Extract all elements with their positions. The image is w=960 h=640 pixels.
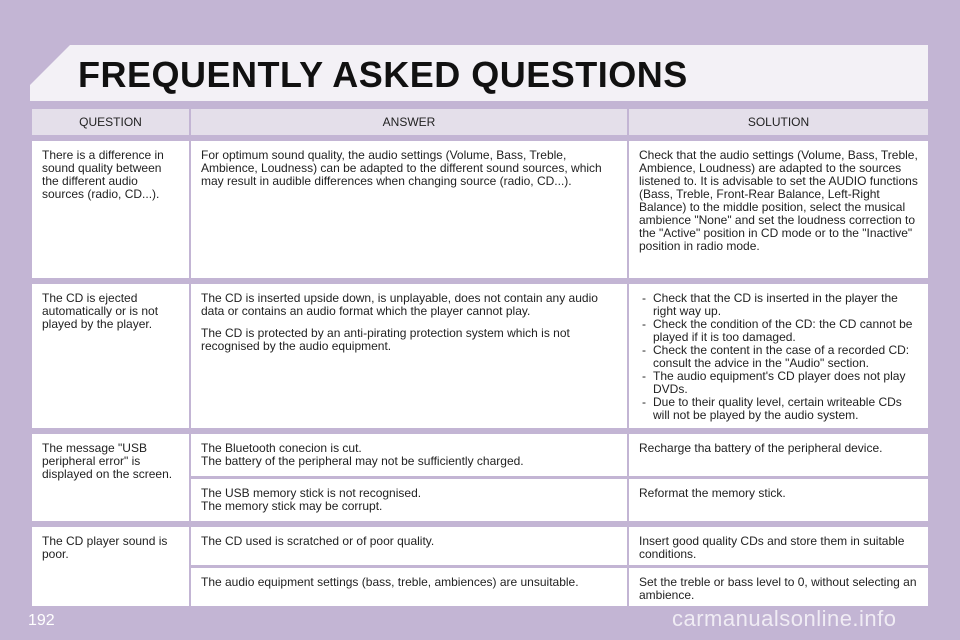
solution-cell [629, 284, 928, 428]
answer-cell [191, 141, 627, 278]
solution-list-item: - Check the content in the case of a recorded CD: consult the advice in the "Audio" section. [639, 344, 918, 370]
answer-text: The CD is inserted upside down, is unplayable, does not contain any audio data or contains an audio format which the player cannot play. [201, 291, 598, 318]
solution-cell [629, 568, 928, 606]
question-text: The CD is ejected automatically or is not played by the player. [42, 291, 159, 331]
page-number: 192 [28, 612, 55, 629]
answer-cell [191, 434, 627, 476]
solution-text: Recharge tha battery of the peripheral device. [639, 441, 883, 455]
question-cell [32, 527, 189, 606]
answer-text: The Bluetooth conecion is cut. [201, 441, 362, 455]
solution-list-item: - Check the condition of the CD: the CD cannot be played if it is too damaged. [639, 318, 918, 344]
answer-text: For optimum sound quality, the audio settings (Volume, Bass, Treble, Ambience, Loudness) can be adapted to the different sound sources, which may result in audible differences when changing source (radio, CD...). [201, 148, 602, 188]
solution-cell [629, 141, 928, 278]
solution-list-item: - Due to their quality level, certain writeable CDs will not be played by the audio system. [639, 396, 918, 422]
answer-text: The USB memory stick is not recognised. [201, 486, 422, 500]
column-header-solution: SOLUTION [629, 109, 928, 135]
column-header-question: QUESTION [32, 109, 189, 135]
solution-text: Check that the audio settings (Volume, Bass, Treble, Ambience, Loudness) are adapted to the sources listened to. It is advisable to set the AUDIO functions (Bass, Treble, Front-Rear Balance, Left-Right Balance) to the middle position, select the musical ambience "None" and set the loudness correction to the "Active" position in CD mode or to the "Inactive" position in radio mode. [639, 148, 918, 253]
answer-cell [191, 284, 627, 428]
answer-text: The memory stick may be corrupt. [201, 499, 383, 513]
answer-cell [191, 568, 627, 606]
solution-list-item: - Check that the CD is inserted in the player the right way up. [639, 292, 918, 318]
answer-text: The battery of the peripheral may not be sufficiently charged. [201, 454, 524, 468]
page-title: FREQUENTLY ASKED QUESTIONS [78, 54, 688, 95]
answer-text: The audio equipment settings (bass, treble, ambiences) are unsuitable. [201, 575, 579, 589]
question-cell [32, 434, 189, 521]
answer-text: The CD is protected by an anti-pirating protection system which is not recognised by the audio equipment. [201, 326, 570, 353]
solution-cell [629, 527, 928, 565]
solution-list-item: - The audio equipment's CD player does not play DVDs. [639, 370, 918, 396]
answer-text: The CD used is scratched or of poor quality. [201, 534, 435, 548]
answer-cell [191, 527, 627, 565]
solution-list [639, 292, 918, 422]
question-cell [32, 284, 189, 428]
answer-cell [191, 479, 627, 521]
question-cell [32, 141, 189, 278]
solution-text: Set the treble or bass level to 0, without selecting an ambience. [639, 575, 917, 602]
solution-text: Reformat the memory stick. [639, 486, 786, 500]
column-header-answer: ANSWER [191, 109, 627, 135]
solution-cell [629, 479, 928, 521]
question-text: The CD player sound is poor. [42, 534, 168, 561]
question-text: The message "USB peripheral error" is displayed on the screen. [42, 441, 173, 481]
question-text: There is a difference in sound quality between the different audio sources (radio, CD...). [42, 148, 164, 201]
solution-text: Insert good quality CDs and store them in suitable conditions. [639, 534, 905, 561]
watermark: carmanualsonline.info [672, 606, 897, 631]
solution-cell [629, 434, 928, 476]
